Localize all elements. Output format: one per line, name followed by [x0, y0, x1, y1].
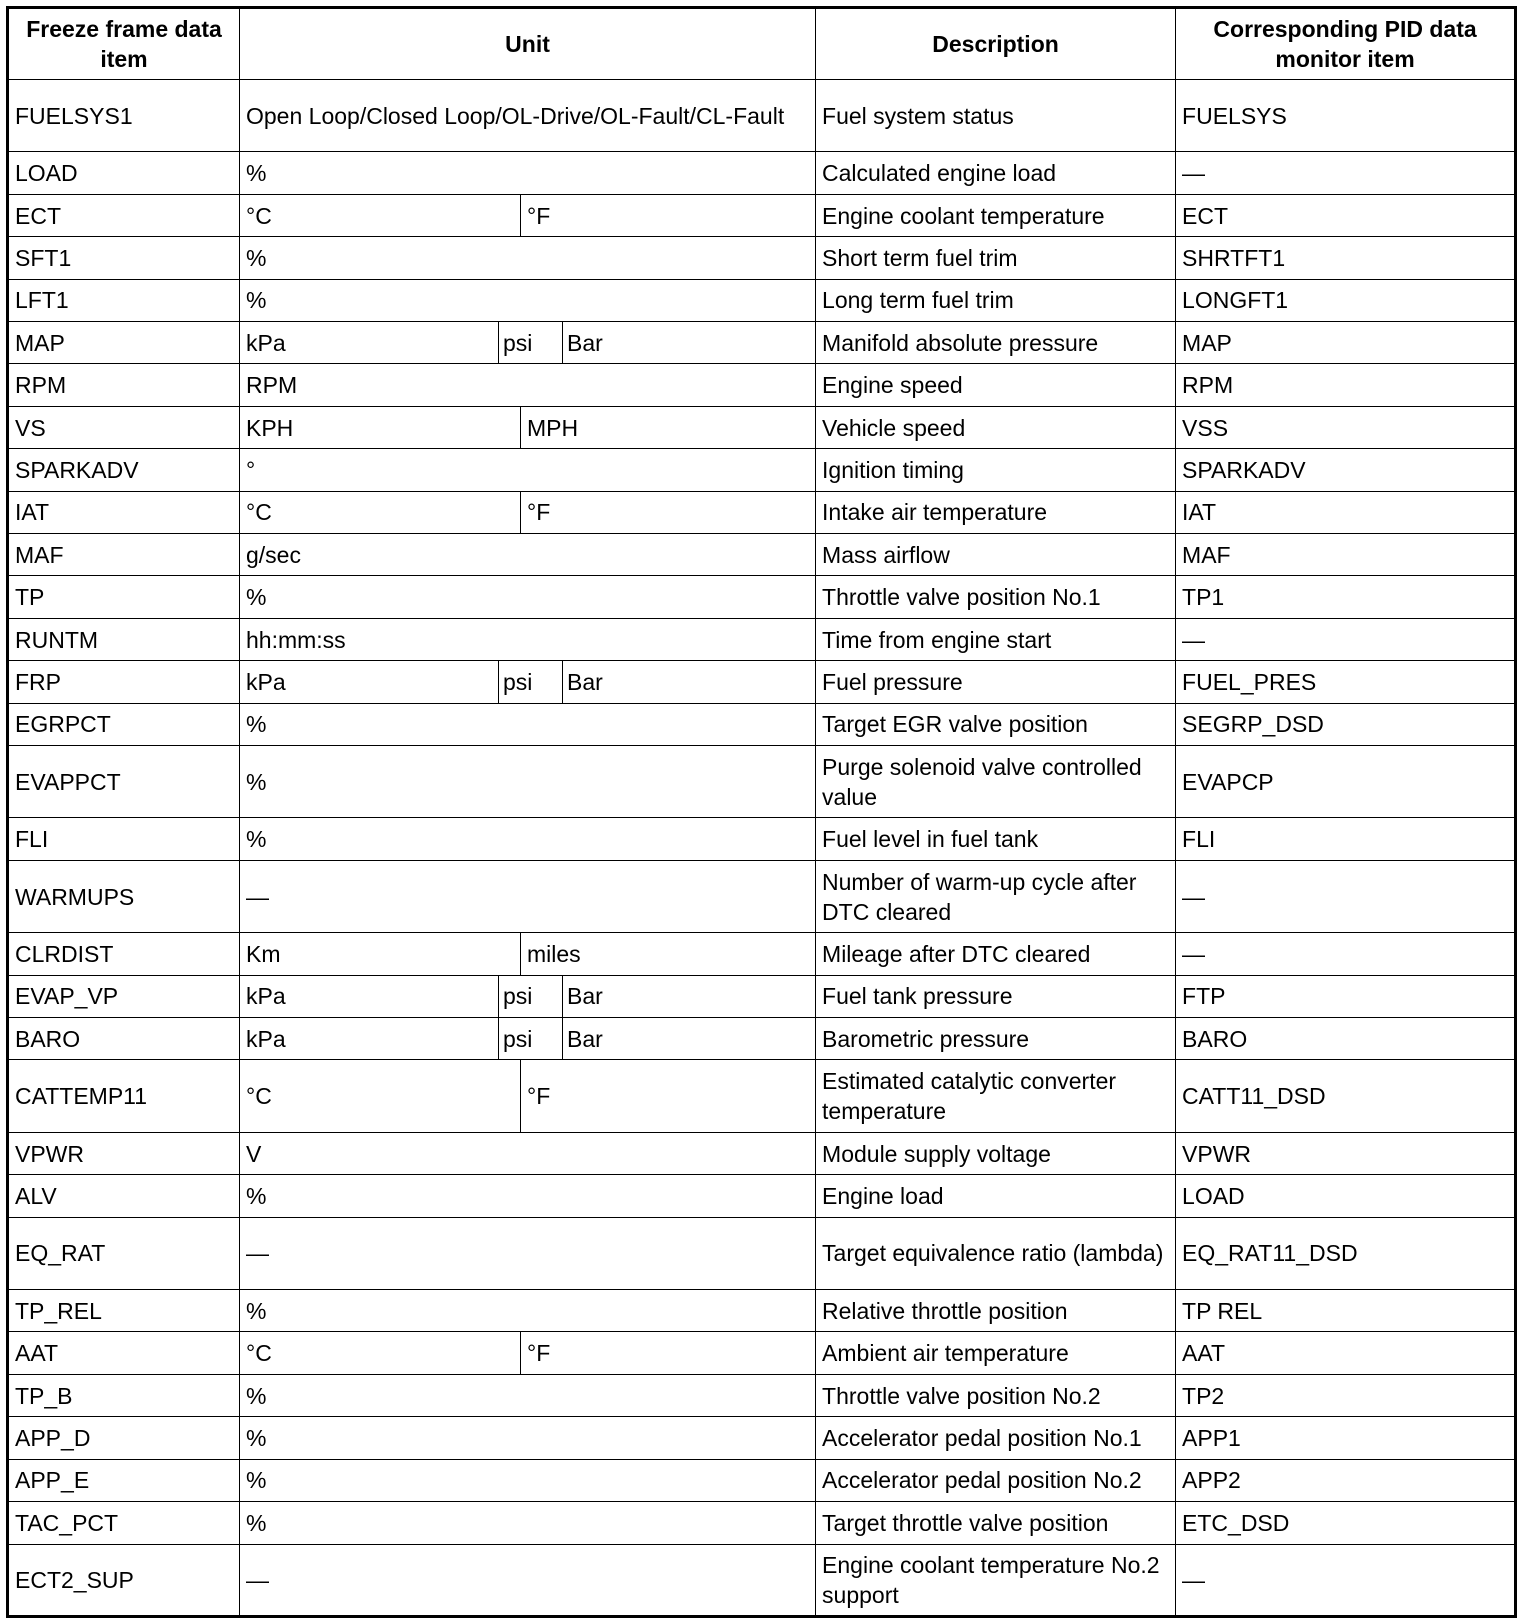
unit-cell: %	[240, 576, 816, 618]
unit-cell: %	[240, 1459, 816, 1501]
header-pid: Corresponding PID data monitor item	[1176, 8, 1516, 80]
pid-cell: —	[1176, 152, 1516, 194]
pid-cell: —	[1176, 860, 1516, 932]
unit-cell-psi: psi	[499, 975, 563, 1017]
unit-cell: hh:mm:ss	[240, 618, 816, 660]
unit-cell: °	[240, 449, 816, 491]
item-cell: VS	[8, 406, 240, 448]
description-cell: Manifold absolute pressure	[816, 322, 1176, 364]
description-cell: Accelerator pedal position No.1	[816, 1417, 1176, 1459]
item-cell: EVAPPCT	[8, 746, 240, 818]
description-cell: Vehicle speed	[816, 406, 1176, 448]
table-row	[8, 1332, 1516, 1374]
item-cell: LFT1	[8, 279, 240, 321]
description-cell: Target throttle valve position	[816, 1502, 1176, 1544]
table-row	[8, 534, 1516, 576]
table-row	[8, 818, 1516, 860]
pid-cell: FUELSYS	[1176, 80, 1516, 152]
description-cell: Mileage after DTC cleared	[816, 933, 1176, 975]
table-row	[8, 1217, 1516, 1289]
table-row	[8, 406, 1516, 448]
unit-cell-metric: °C	[240, 194, 521, 236]
unit-cell-metric: °C	[240, 1332, 521, 1374]
description-cell: Fuel system status	[816, 80, 1176, 152]
table-row	[8, 1374, 1516, 1416]
table-row	[8, 1290, 1516, 1332]
pid-cell: TP REL	[1176, 1290, 1516, 1332]
unit-cell-imperial: °F	[521, 1060, 816, 1132]
table-row	[8, 1018, 1516, 1060]
unit-cell: g/sec	[240, 534, 816, 576]
item-cell: TP_REL	[8, 1290, 240, 1332]
unit-cell-imperial: miles	[521, 933, 816, 975]
description-cell: Throttle valve position No.2	[816, 1374, 1176, 1416]
pid-cell: SPARKADV	[1176, 449, 1516, 491]
table-row	[8, 661, 1516, 703]
header-item: Freeze frame data item	[8, 8, 240, 80]
table-row	[8, 576, 1516, 618]
unit-cell: —	[240, 1544, 816, 1616]
item-cell: FLI	[8, 818, 240, 860]
item-cell: ECT2_SUP	[8, 1544, 240, 1616]
table-row	[8, 1132, 1516, 1174]
item-cell: MAP	[8, 322, 240, 364]
pid-cell: FUEL_PRES	[1176, 661, 1516, 703]
unit-cell: %	[240, 1175, 816, 1217]
unit-cell-imperial: °F	[521, 1332, 816, 1374]
unit-cell-psi: psi	[499, 322, 563, 364]
item-cell: APP_E	[8, 1459, 240, 1501]
table-row	[8, 322, 1516, 364]
description-cell: Time from engine start	[816, 618, 1176, 660]
table-row	[8, 1544, 1516, 1616]
item-cell: CLRDIST	[8, 933, 240, 975]
pid-cell: VSS	[1176, 406, 1516, 448]
table-row	[8, 1459, 1516, 1501]
item-cell: EGRPCT	[8, 703, 240, 745]
description-cell: Ignition timing	[816, 449, 1176, 491]
unit-cell: %	[240, 746, 816, 818]
item-cell: FUELSYS1	[8, 80, 240, 152]
unit-cell: Open Loop/Closed Loop/OL-Drive/OL-Fault/CL-Fault	[240, 80, 816, 152]
unit-cell-imperial: °F	[521, 491, 816, 533]
pid-cell: ECT	[1176, 194, 1516, 236]
pid-cell: —	[1176, 1544, 1516, 1616]
pid-cell: SHRTFT1	[1176, 237, 1516, 279]
unit-cell-metric: Km	[240, 933, 521, 975]
unit-cell: %	[240, 1290, 816, 1332]
unit-cell-kpa: kPa	[240, 322, 499, 364]
pid-cell: AAT	[1176, 1332, 1516, 1374]
unit-cell: —	[240, 1217, 816, 1289]
unit-cell-imperial: °F	[521, 194, 816, 236]
pid-cell: APP2	[1176, 1459, 1516, 1501]
item-cell: LOAD	[8, 152, 240, 194]
header-unit: Unit	[240, 8, 816, 80]
table-row	[8, 1175, 1516, 1217]
item-cell: RUNTM	[8, 618, 240, 660]
description-cell: Fuel tank pressure	[816, 975, 1176, 1017]
unit-cell-imperial: MPH	[521, 406, 816, 448]
item-cell: WARMUPS	[8, 860, 240, 932]
description-cell: Engine coolant temperature	[816, 194, 1176, 236]
unit-cell-bar: Bar	[563, 661, 816, 703]
pid-cell: TP2	[1176, 1374, 1516, 1416]
unit-cell: %	[240, 237, 816, 279]
unit-cell-metric: °C	[240, 491, 521, 533]
unit-cell-bar: Bar	[563, 322, 816, 364]
pid-cell: FTP	[1176, 975, 1516, 1017]
description-cell: Target equivalence ratio (lambda)	[816, 1217, 1176, 1289]
table-row	[8, 152, 1516, 194]
table-row	[8, 449, 1516, 491]
description-cell: Target EGR valve position	[816, 703, 1176, 745]
description-cell: Number of warm-up cycle after DTC cleared	[816, 860, 1176, 932]
item-cell: IAT	[8, 491, 240, 533]
table-row	[8, 618, 1516, 660]
unit-cell-bar: Bar	[563, 1018, 816, 1060]
item-cell: SPARKADV	[8, 449, 240, 491]
pid-cell: CATT11_DSD	[1176, 1060, 1516, 1132]
unit-cell-metric: °C	[240, 1060, 521, 1132]
pid-cell: MAF	[1176, 534, 1516, 576]
description-cell: Fuel level in fuel tank	[816, 818, 1176, 860]
item-cell: AAT	[8, 1332, 240, 1374]
item-cell: TP	[8, 576, 240, 618]
item-cell: CATTEMP11	[8, 1060, 240, 1132]
table-row	[8, 1060, 1516, 1132]
description-cell: Relative throttle position	[816, 1290, 1176, 1332]
pid-cell: MAP	[1176, 322, 1516, 364]
description-cell: Throttle valve position No.1	[816, 576, 1176, 618]
unit-cell: —	[240, 860, 816, 932]
table-row	[8, 1502, 1516, 1544]
pid-cell: EVAPCP	[1176, 746, 1516, 818]
description-cell: Intake air temperature	[816, 491, 1176, 533]
pid-cell: EQ_RAT11_DSD	[1176, 1217, 1516, 1289]
item-cell: BARO	[8, 1018, 240, 1060]
unit-cell: %	[240, 1502, 816, 1544]
description-cell: Barometric pressure	[816, 1018, 1176, 1060]
table-row	[8, 491, 1516, 533]
table-row	[8, 279, 1516, 321]
table-row	[8, 1417, 1516, 1459]
table-row	[8, 194, 1516, 236]
unit-cell: %	[240, 1417, 816, 1459]
item-cell: FRP	[8, 661, 240, 703]
pid-cell: LOAD	[1176, 1175, 1516, 1217]
description-cell: Fuel pressure	[816, 661, 1176, 703]
item-cell: TP_B	[8, 1374, 240, 1416]
description-cell: Engine speed	[816, 364, 1176, 406]
table-row	[8, 364, 1516, 406]
description-cell: Calculated engine load	[816, 152, 1176, 194]
header-description: Description	[816, 8, 1176, 80]
table-row	[8, 703, 1516, 745]
unit-cell-bar: Bar	[563, 975, 816, 1017]
unit-cell-kpa: kPa	[240, 975, 499, 1017]
unit-cell: %	[240, 703, 816, 745]
description-cell: Engine coolant temperature No.2 support	[816, 1544, 1176, 1616]
table-row	[8, 80, 1516, 152]
description-cell: Long term fuel trim	[816, 279, 1176, 321]
unit-cell-kpa: kPa	[240, 661, 499, 703]
item-cell: TAC_PCT	[8, 1502, 240, 1544]
table-row	[8, 933, 1516, 975]
unit-cell-metric: KPH	[240, 406, 521, 448]
table-row	[8, 860, 1516, 932]
item-cell: EVAP_VP	[8, 975, 240, 1017]
freeze-frame-table	[6, 6, 1517, 1618]
table-row	[8, 237, 1516, 279]
item-cell: SFT1	[8, 237, 240, 279]
unit-cell: %	[240, 1374, 816, 1416]
pid-cell: —	[1176, 618, 1516, 660]
pid-cell: BARO	[1176, 1018, 1516, 1060]
description-cell: Engine load	[816, 1175, 1176, 1217]
pid-cell: LONGFT1	[1176, 279, 1516, 321]
description-cell: Short term fuel trim	[816, 237, 1176, 279]
item-cell: ALV	[8, 1175, 240, 1217]
unit-cell: %	[240, 279, 816, 321]
table-row	[8, 975, 1516, 1017]
unit-cell: RPM	[240, 364, 816, 406]
unit-cell-psi: psi	[499, 661, 563, 703]
unit-cell: %	[240, 152, 816, 194]
pid-cell: ETC_DSD	[1176, 1502, 1516, 1544]
description-cell: Ambient air temperature	[816, 1332, 1176, 1374]
item-cell: RPM	[8, 364, 240, 406]
description-cell: Estimated catalytic converter temperature	[816, 1060, 1176, 1132]
description-cell: Mass airflow	[816, 534, 1176, 576]
item-cell: EQ_RAT	[8, 1217, 240, 1289]
description-cell: Purge solenoid valve controlled value	[816, 746, 1176, 818]
unit-cell: %	[240, 818, 816, 860]
pid-cell: FLI	[1176, 818, 1516, 860]
item-cell: MAF	[8, 534, 240, 576]
pid-cell: IAT	[1176, 491, 1516, 533]
pid-cell: SEGRP_DSD	[1176, 703, 1516, 745]
item-cell: ECT	[8, 194, 240, 236]
description-cell: Module supply voltage	[816, 1132, 1176, 1174]
unit-cell-kpa: kPa	[240, 1018, 499, 1060]
pid-cell: TP1	[1176, 576, 1516, 618]
pid-cell: APP1	[1176, 1417, 1516, 1459]
item-cell: VPWR	[8, 1132, 240, 1174]
pid-cell: RPM	[1176, 364, 1516, 406]
description-cell: Accelerator pedal position No.2	[816, 1459, 1176, 1501]
unit-cell: V	[240, 1132, 816, 1174]
table-row	[8, 746, 1516, 818]
pid-cell: VPWR	[1176, 1132, 1516, 1174]
pid-cell: —	[1176, 933, 1516, 975]
table-body	[8, 80, 1516, 1617]
unit-cell-psi: psi	[499, 1018, 563, 1060]
item-cell: APP_D	[8, 1417, 240, 1459]
header-row	[8, 8, 1516, 80]
